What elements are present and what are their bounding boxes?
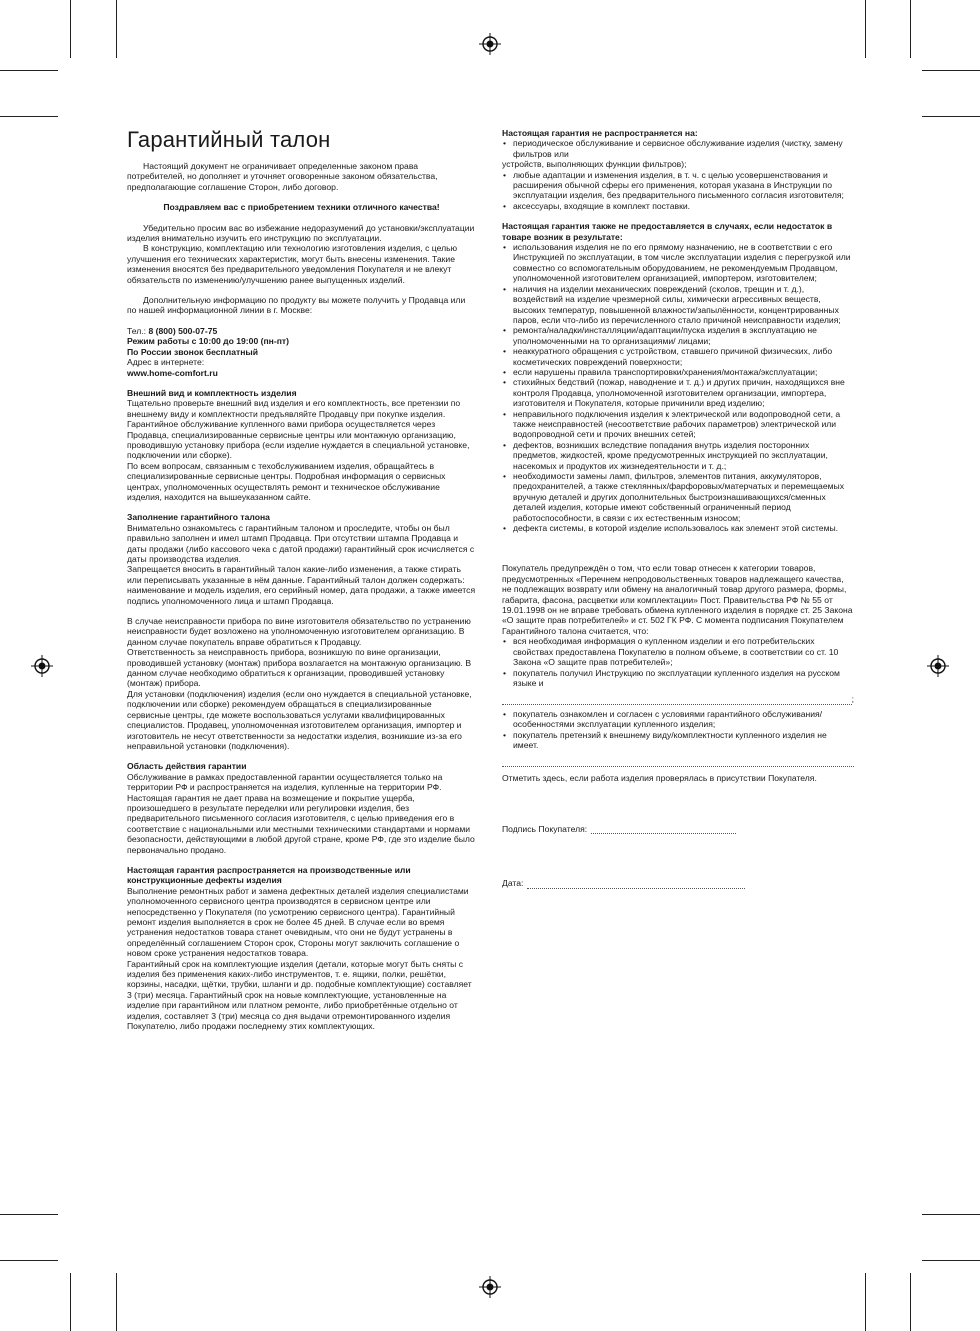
paragraph: Запрещается вносить в гарантийный талон какие-либо изменения, а также стирать или переписывать указанные в нём данные. Гарантийный талон должен содержать: наименование и модель изделия, его серийный номер, дата продажи, а также имеется подпись уполномоченного лица и штамп Продавца. (127, 564, 476, 606)
consent-list (502, 709, 854, 751)
registration-mark-icon (479, 1276, 501, 1298)
list-item: • ремонта/наладки/инсталляции/адаптации/пуска изделия в эксплуатацию не уполномоченными на то организациями/ лицами; (502, 325, 854, 346)
crop-mark (70, 0, 71, 58)
crop-mark (70, 1273, 71, 1331)
crop-mark (922, 1214, 980, 1215)
signature-field[interactable] (591, 825, 736, 834)
cases-list (502, 242, 854, 533)
list-item: • дефекта системы, в которой изделие использовалось как элемент этой системы. (502, 523, 854, 533)
free-call-note: По России звонок бесплатный (127, 346, 259, 357)
registration-mark-icon (927, 655, 949, 677)
blank-line[interactable] (502, 758, 854, 767)
registration-mark-icon (479, 33, 501, 55)
list-item: • вся необходимая информация о купленном изделии и его потребительских свойствах предоставлена Покупателю в полном объеме, в соответствии со ст. 10 Закона «О защите прав потребителей»; (502, 636, 854, 667)
list-item: • неаккуратного обращения с устройством, ставшего причиной физических, либо косметических повреждений поверхности; (502, 346, 854, 367)
phone-number[interactable]: 8 (800) 500-07-75 (148, 325, 218, 336)
check-note: Отметить здесь, если работа изделия проверялась в присутствии Покупателя. (502, 773, 817, 784)
paragraph: Дополнительную информацию по продукту вы можете получить у Продавца или по нашей информационной линии в г. Москве: (127, 295, 466, 316)
exclusions-list (502, 170, 854, 212)
list-continuation: устройств, выполняющих функции фильтров); (502, 159, 687, 170)
list-item: • любые адаптации и изменения изделия, в т. ч. с целью усовершенствования и расширения обычной сферы его применения, которая указана в Инструкции по эксплуатации изделия, без предварительного письменного согласия изготовителя; (502, 170, 854, 201)
working-hours: Режим работы с 10:00 до 19:00 (пн-пт) (127, 336, 289, 347)
dots-end-mark: ; (851, 694, 854, 705)
list-item: • покупатель ознакомлен и согласен с условиями гарантийного обслуживания/особенностями эксплуатации купленного изделия; (502, 709, 854, 730)
crop-mark (116, 0, 117, 58)
crop-mark (910, 0, 911, 58)
date-row (502, 878, 854, 888)
paragraph: Ответственность за неисправность прибора, возникшую по вине организации, проводившей установку (монтаж) прибора возлагается на монтажную организацию. В данном случае необходимо обратиться к организации, проводившей установку (монтаж) прибора. (127, 647, 472, 689)
section-heading: Настоящая гарантия не распространяется на: (502, 128, 698, 138)
list-item: • стихийных бедствий (пожар, наводнение и т. д.) и других причин, находящихся вне контроля Продавца, уполномоченной изготовителем организации, импортера, изготовителя и Покупателя, которые причинили вред изделию; (502, 377, 854, 408)
date-field[interactable] (527, 880, 745, 889)
list-item: • дефектов, возникших вследствие попадания внутрь изделия посторонних предметов, жидкостей, кроме предусмотренных инструкцией по эксплуатации, насекомых и продуктов их жизнедеятельности и т. д.; (502, 440, 854, 471)
list-item: • наличия на изделии механических повреждений (сколов, трещин и т. д.), воздействий на изделие чрезмерной силы, химически агрессивных веществ, высоких температур, повышенной влажности/запылённости, концентрированных паров, если что-либо из перечисленного стало причиной неисправности изделия; (502, 284, 854, 326)
crop-mark (0, 70, 58, 71)
list-item: • использования изделия не по его прямому назначению, не в соответствии с его Инструкцией по эксплуатации, в том числе эксплуатации изделия с перегрузкой или совместно со вспомогательным оборудованием, не рекомендуемым Продавцом, уполномоченной изготовителем организацией, импортером, изготовителем; (502, 242, 854, 284)
list-item: • если нарушены правила транспортировки/хранения/монтажа/эксплуатации; (502, 367, 854, 377)
crop-mark (865, 1273, 866, 1331)
website-link[interactable]: www.home-comfort.ru (127, 367, 218, 378)
paragraph: По всем вопросам, связанным с техобслуживанием изделия, обращайтесь в специализированные сервисные центры. Подробная информация о сервисных центрах, уполномоченных осуществлять ремонт и техническое обслуживание изделия, находится на вышеуказанном сайте. (127, 460, 446, 502)
list-item: • периодическое обслуживание и сервисное обслуживание изделия (чистку, замену фильтров или (502, 138, 854, 159)
website-label: Адрес в интернете: (127, 357, 205, 368)
list-item: • неправильного подключения изделия к электрической или водопроводной сети, а также неисправностей (несоответствие рабочих параметров) электрической или водопроводной сети и прочих внешних сетей; (502, 409, 854, 440)
right-column (502, 128, 854, 889)
crop-mark (922, 1260, 980, 1261)
crop-mark (922, 70, 980, 71)
intro-paragraph: Настоящий документ не ограничивает определенные законом права потребителей, но дополняет и уточняет оговоренные законом обязательства, предполагающие соглашение Сторон, либо договор. (127, 161, 438, 192)
blank-line[interactable] (502, 696, 852, 705)
crop-mark (116, 1273, 117, 1331)
paragraph: Внимательно ознакомьтесь с гарантийным талоном и проследите, чтобы он был правильно заполнен и имел штамп Продавца. При отсутствии штампа Продавца и даты продажи (либо кассового чека с датой продажи) гарантийный срок исчисляется с даты производства изделия. (127, 522, 475, 564)
phone-label: Тел.: (127, 325, 149, 336)
section-heading: Настоящая гарантия распространяется на производственные или конструкционные дефекты изделия (127, 864, 411, 886)
paragraph: Настоящая гарантия не дает права на возмещение и покрытие ущерба, произошедшего в результате переделки или регулировки изделия, без предварительного письменного согласия изготовителя, с целью приведения его в соответствие с национальными или местными техническими стандартами и нормами безопасности, действующими в любой другой стране, кроме РФ, где это изделие было первоначально продано. (127, 792, 475, 855)
crop-mark (922, 116, 980, 117)
list-item: • покупатель получил Инструкцию по эксплуатации купленного изделия на русском языке и (502, 668, 854, 689)
crop-mark (910, 1273, 911, 1331)
paragraph: Обслуживание в рамках предоставленной гарантии осуществляется только на территории РФ и распространяется на изделия, купленные на территории РФ. (127, 771, 443, 793)
crop-mark (0, 1260, 58, 1261)
paragraph: Тщательно проверьте внешний вид изделия и его комплектность, все претензии по внешнему виду и комплектности предъявляйте Продавцу при покупке изделия. Гарантийное обслуживание купленного вами прибора осуществляется через Продавца, специализированные сервисные центры или монтажную организацию, проводившую установку прибора (если изделие нуждается в специальной установке, подключении или сборке). (127, 398, 470, 461)
exclusions-list (502, 138, 854, 159)
registration-mark-icon (31, 655, 53, 677)
list-item: • необходимости замены ламп, фильтров, элементов питания, аккумуляторов, предохранителей, а также стеклянных/фарфоровых/матерчатых и перемещаемых вручную деталей и других дополнительных быстроизнашивающихся/сменных деталей изделия, которые имеют собственный ограниченный период работоспособности, в связи с их естественным износом; (502, 471, 854, 523)
section-heading: Настоящая гарантия также не предоставляется в случаях, если недостаток в товаре возник в результате: (502, 221, 833, 242)
section-heading: Область действия гарантии (127, 761, 247, 772)
paragraph: Для установки (подключения) изделия (если оно нуждается в специальной установке, подключении или сборке) рекомендуем обращаться в специализированные сервисные центры, где можете воспользоваться услугами квалифицированных специалистов. Продавец, уполномоченная изготовителем организация, импортер и изготовитель не несут ответственности за недостатки изделия, возникшие из-за его неправильной установки (подключения). (127, 688, 472, 751)
section-heading: Заполнение гарантийного талона (127, 512, 270, 523)
paragraph: В конструкцию, комплектацию или технологию изготовления изделия, с целью улучшения его технических характеристик, могут быть внесены изменения. Такие изменения вносятся без предварительного уведомления Покупателя и не влекут обязательств по изменению/улучшению ранее выпущенных изделий. (127, 243, 458, 285)
paragraph: Убедительно просим вас во избежание недоразумений до установки/эксплуатации изделия внимательно изучить его инструкцию по эксплуатации. (127, 222, 475, 244)
paragraph: Гарантийный срок на комплектующие изделия (детали, которые могут быть сняты с изделия без применения каких-либо инструментов, т. е. ящики, полки, решётки, корзины, насадки, щётки, трубки, шланги и др. подобные комплектующие) составляет 3 (три) месяца. Гарантийный срок на новые комплектующие, установленные на изделие при гарантийном или платном ремонте, либо приобретённые отдельно от изделия, составляет 3 (три) месяца со дня выдачи отремонтированного изделия Покупателю, либо продажи последнему этих комплектующих. (127, 958, 472, 1032)
crop-mark (865, 0, 866, 58)
paragraph: В случае неисправности прибора по вине изготовителя обязательство по устранению неисправности будет возложено на уполномоченную изготовителем организацию. В данном случае покупатель вправе обратиться к Продавцу. (127, 616, 471, 647)
crop-mark (0, 1214, 58, 1215)
page-title: Гарантийный талон (127, 127, 331, 152)
signature-row (502, 824, 854, 834)
paragraph: Покупатель предупреждён о том, что если товар отнесен к категории товаров, предусмотренных «Перечнем непродовольственных товаров надлежащего качества, не подлежащих возврату или обмену на аналогичный товар другого размера, формы, габарита, фасона, расцветки или комплектации» Пост. Правительства РФ № 55 от 19.01.1998 он не вправе требовать обмена купленного изделия в порядке ст. 25 Закона «О защите прав потребителей» и ст. 502 ГК РФ. С момента подписания Покупателем Гарантийного талона считается, что: (502, 563, 853, 636)
congrats-heading: Поздравляем вас с приобретением техники отличного качества! (163, 202, 440, 213)
contact-block (127, 326, 476, 378)
crop-mark (0, 116, 58, 117)
date-label: Дата: (502, 878, 524, 889)
consent-list (502, 636, 854, 688)
left-column (127, 128, 476, 1031)
list-item: • покупатель претензий к внешнему виду/комплектности купленного изделия не имеет. (502, 730, 854, 751)
section-heading: Внешний вид и комплектность изделия (127, 387, 297, 398)
paragraph: Выполнение ремонтных работ и замена дефектных деталей изделия специалистами уполномоченного сервисного центра производятся в сервисном центре или непосредственно у Покупателя (по усмотрению сервисного центра). Гарантийный ремонт изделия выполняется в срок не более 45 дней. В случае если во время устранения недостатков товара станет очевидным, что они не будут устранены в определённый соглашением Сторон срок, Стороны могут заключить соглашение о новом сроке устранения недостатков товара. (127, 885, 469, 959)
list-item: • аксессуары, входящие в комплект поставки. (502, 201, 854, 211)
signature-label: Подпись Покупателя: (502, 823, 588, 834)
